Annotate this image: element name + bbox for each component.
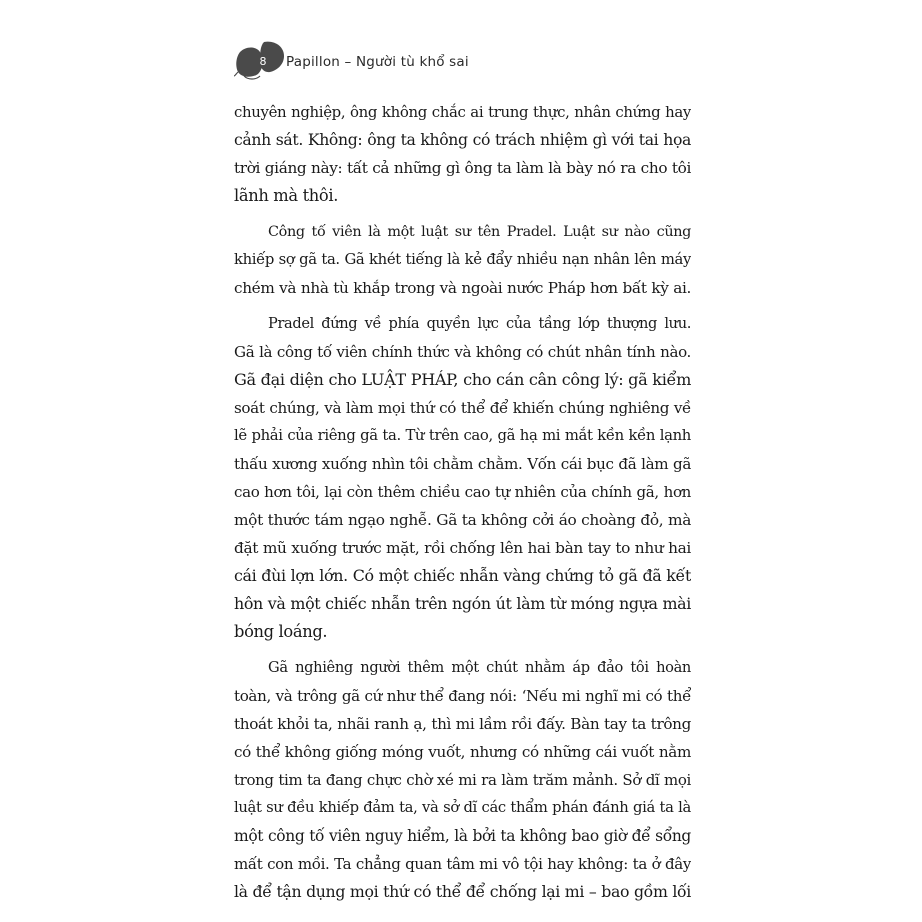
text-line: trời giáng này: tất cả những gì ông ta làm là bày nó ra cho tôi — [234, 159, 691, 177]
text-line: mất con mồi. Ta chẳng quan tâm mi vô tội hay không: ta ở đây — [234, 855, 691, 873]
page-body — [234, 98, 691, 914]
text-line: cảnh sát. Không: ông ta không có trách nhiệm gì với tai họa — [234, 130, 691, 149]
text-line: chuyên nghiệp, ông không chắc ai trung thực, nhân chứng hay — [234, 103, 691, 121]
text-line: là để tận dụng mọi thứ có thể để chống lại mi – bao gồm lối — [234, 882, 691, 901]
paragraph — [234, 310, 691, 646]
paragraph — [234, 218, 691, 302]
text-line: Công tố viên là một luật sư tên Pradel. Luật sư nào cũng — [268, 224, 691, 240]
text-line: có thể không giống móng vuốt, nhưng có những cái vuốt nằm — [234, 743, 691, 761]
text-line: toàn, và trông gã cứ như thể đang nói: ‘Nếu mi nghĩ mi có thể — [234, 687, 691, 705]
running-title: Papillon – Người tù khổ sai — [286, 54, 469, 70]
text-line: lãnh mà thôi. — [234, 186, 339, 205]
text-line: chém và nhà tù khắp trong và ngoài nước Pháp hơn bất kỳ ai. — [234, 279, 691, 297]
text-line: trong tim ta đang chực chờ xé mi ra làm trăm mảnh. Sở dĩ mọi — [234, 771, 691, 789]
text-line: Gã là công tố viên chính thức và không có chút nhân tính nào. — [234, 343, 691, 361]
text-line: bóng loáng. — [234, 622, 328, 641]
text-line: thoát khỏi ta, nhãi ranh ạ, thì mi lầm rồi đấy. Bàn tay ta trông — [234, 715, 691, 733]
text-line: lẽ phải của riêng gã ta. Từ trên cao, gã hạ mi mắt kền kền lạnh — [234, 427, 691, 444]
text-line: soát chúng, và làm mọi thứ có thể để khiến chúng nghiêng về — [234, 399, 691, 417]
text-line: một thước tám ngạo nghễ. Gã ta không cởi áo choàng đỏ, mà — [234, 511, 691, 529]
text-line: hôn và một chiếc nhẫn trên ngón út làm từ móng ngựa mài — [234, 594, 691, 613]
page-header — [234, 38, 494, 82]
text-line: Gã nghiêng người thêm một chút nhằm áp đảo tôi hoàn — [268, 659, 691, 676]
text-line: đặt mũ xuống trước mặt, rồi chống lên hai bàn tay to như hai — [234, 539, 691, 557]
text-line: cao hơn tôi, lại còn thêm chiều cao tự nhiên của chính gã, hơn — [234, 483, 691, 501]
text-line: luật sư đều khiếp đảm ta, và sở dĩ các thẩm phán đánh giá ta là — [234, 799, 691, 816]
text-line: thấu xương xuống nhìn tôi chằm chằm. Vốn cái bục đã làm gã — [234, 455, 691, 473]
text-line: Gã đại diện cho LUẬT PHÁP, cho cán cân công lý: gã kiểm — [234, 370, 691, 389]
text-line: một công tố viên nguy hiểm, là bởi ta không bao giờ để sổng — [234, 827, 691, 845]
paragraph — [234, 654, 691, 906]
text-line: khiếp sợ gã ta. Gã khét tiếng là kẻ đẩy nhiều nạn nhân lên máy — [234, 251, 691, 268]
paragraph — [234, 98, 691, 210]
text-line: Pradel đứng về phía quyền lực của tầng lớp thượng lưu. — [268, 315, 691, 332]
page-number: 8 — [259, 55, 267, 68]
text-line: cái đùi lợn lớn. Có một chiếc nhẫn vàng chứng tỏ gã đã kết — [234, 566, 691, 585]
